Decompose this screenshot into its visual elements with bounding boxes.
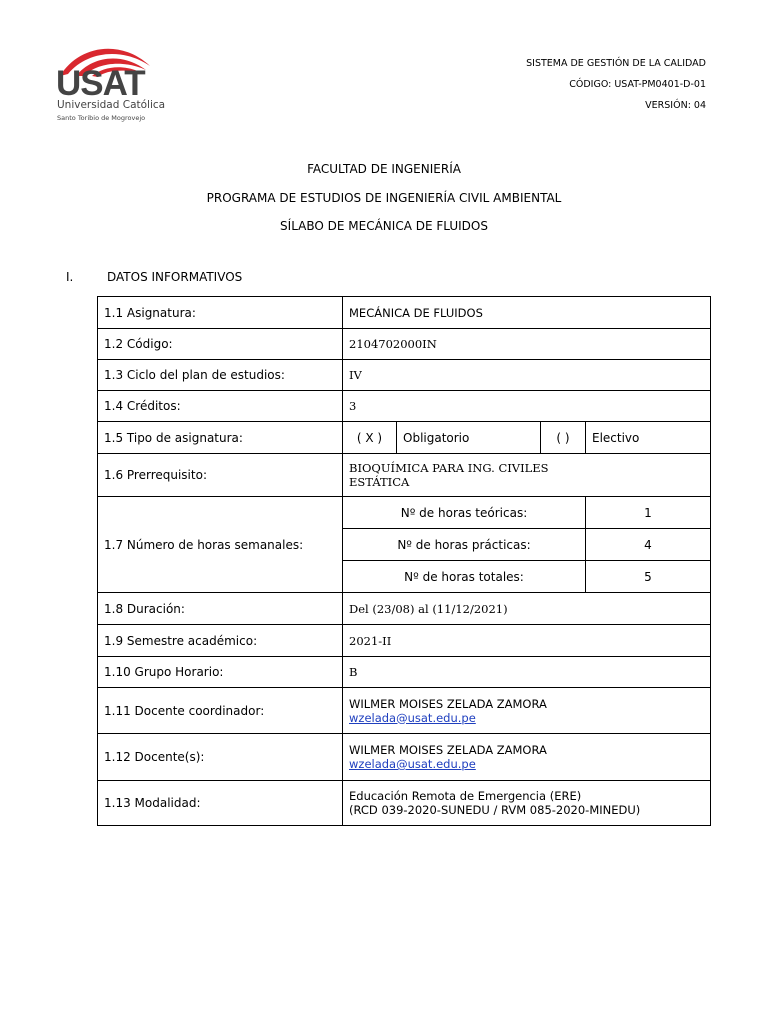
row-label: 1.6 Prerrequisito: — [98, 454, 343, 497]
program-title: PROGRAMA DE ESTUDIOS DE INGENIERÍA CIVIL AMBIENTAL — [206, 190, 562, 205]
table-row — [98, 625, 711, 657]
mandatory-mark: ( X ) — [343, 422, 397, 454]
logo-subtitle-text: Santo Toribio de Mogrovejo — [57, 114, 146, 122]
table-row — [98, 497, 711, 529]
row-label: 1.9 Semestre académico: — [98, 625, 343, 657]
hours-practice-value: 4 — [586, 529, 711, 561]
table-row — [98, 657, 711, 688]
table-row — [98, 422, 711, 454]
quality-system-label: SISTEMA DE GESTIÓN DE LA CALIDAD — [526, 58, 706, 69]
row-label: 1.4 Créditos: — [98, 391, 343, 422]
table-row — [98, 734, 711, 781]
modality-value — [343, 781, 711, 826]
row-label: 1.10 Grupo Horario: — [98, 657, 343, 688]
section-title: DATOS INFORMATIVOS — [107, 270, 243, 284]
coordinator-name: WILMER MOISES ZELADA ZAMORA — [349, 696, 547, 711]
usat-logo — [54, 40, 164, 124]
elective-option: Electivo — [586, 422, 711, 454]
row-label: 1.13 Modalidad: — [98, 781, 343, 826]
document-version: VERSIÓN: 04 — [645, 100, 706, 111]
row-value: Del (23/08) al (11/12/2021) — [343, 593, 711, 625]
prerequisite-line: ESTÁTICA — [349, 475, 410, 489]
hours-total-label: Nº de horas totales: — [343, 561, 586, 593]
row-label: 1.11 Docente coordinador: — [98, 688, 343, 734]
syllabus-title: SÍLABO DE MECÁNICA DE FLUIDOS — [280, 219, 488, 233]
table-row — [98, 391, 711, 422]
info-table — [97, 296, 711, 826]
prerequisite-value — [343, 454, 711, 497]
hours-theory-label: Nº de horas teóricas: — [343, 497, 586, 529]
row-value: IV — [343, 360, 711, 391]
modality-line: (RCD 039-2020-SUNEDU / RVM 085-2020-MINEDU) — [349, 803, 641, 817]
elective-mark: ( ) — [541, 422, 586, 454]
teacher-email-link[interactable]: wzelada@usat.edu.pe — [349, 757, 476, 771]
table-row — [98, 329, 711, 360]
coordinator-email-link[interactable]: wzelada@usat.edu.pe — [349, 710, 476, 725]
table-row — [98, 454, 711, 497]
row-label: 1.5 Tipo de asignatura: — [98, 422, 343, 454]
teacher-name: WILMER MOISES ZELADA ZAMORA — [349, 743, 547, 757]
modality-line: Educación Remota de Emergencia (ERE) — [349, 789, 582, 803]
row-label: 1.12 Docente(s): — [98, 734, 343, 781]
row-value: 3 — [343, 391, 711, 422]
hours-practice-label: Nº de horas prácticas: — [343, 529, 586, 561]
row-label: 1.1 Asignatura: — [98, 297, 343, 329]
table-row — [98, 688, 711, 734]
row-label: 1.3 Ciclo del plan de estudios: — [98, 360, 343, 391]
row-value: B — [343, 657, 711, 688]
row-label: 1.7 Número de horas semanales: — [98, 497, 343, 593]
hours-theory-value: 1 — [586, 497, 711, 529]
row-value: MECÁNICA DE FLUIDOS — [343, 297, 711, 329]
row-label: 1.8 Duración: — [98, 593, 343, 625]
faculty-title: FACULTAD DE INGENIERÍA — [307, 162, 461, 176]
section-heading — [66, 270, 242, 284]
logo-usat-text: USAT — [56, 64, 145, 103]
logo-university-text: Universidad Católica — [57, 99, 166, 111]
document-code: CÓDIGO: USAT-PM0401-D-01 — [569, 79, 706, 90]
table-row — [98, 360, 711, 391]
row-value: 2104702000IN — [343, 329, 711, 360]
section-number: I. — [66, 270, 74, 284]
table-row — [98, 297, 711, 329]
mandatory-option: Obligatorio — [397, 422, 541, 454]
hours-total-value: 5 — [586, 561, 711, 593]
table-row — [98, 781, 711, 826]
document-meta — [526, 53, 706, 116]
table-row — [98, 593, 711, 625]
document-titles — [0, 155, 768, 241]
coordinator-value — [343, 688, 711, 734]
teacher-value — [343, 734, 711, 781]
row-label: 1.2 Código: — [98, 329, 343, 360]
prerequisite-line: BIOQUÍMICA PARA ING. CIVILES — [349, 461, 549, 475]
row-value: 2021-II — [343, 625, 711, 657]
